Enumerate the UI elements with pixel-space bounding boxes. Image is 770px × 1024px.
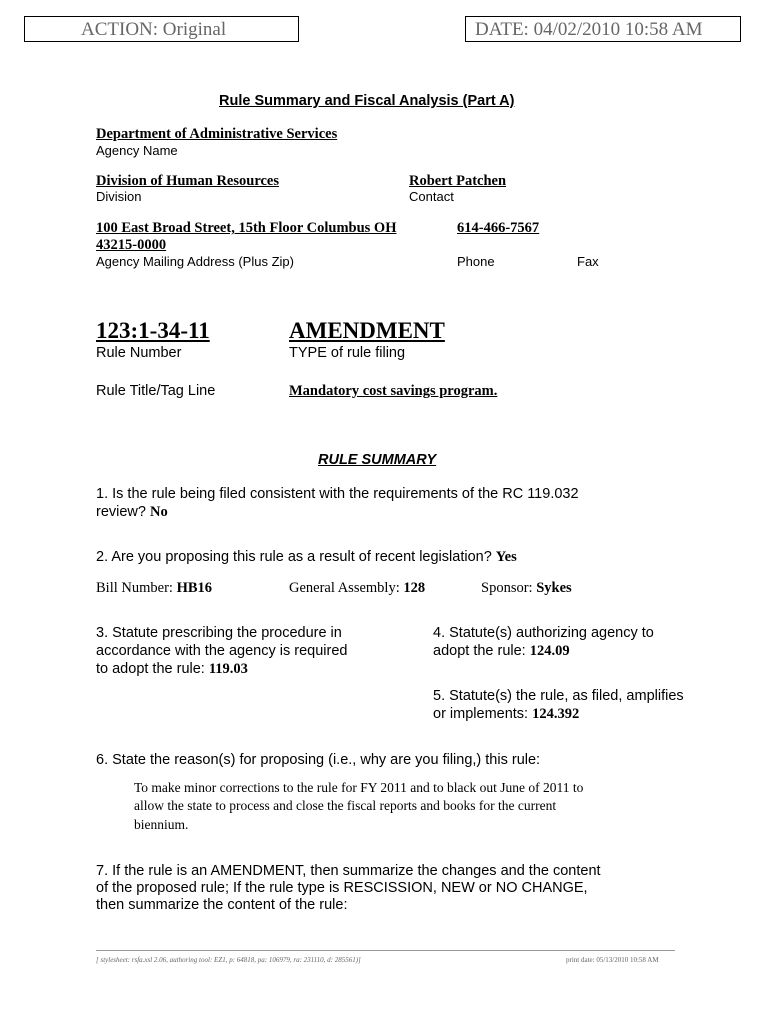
phone-value: 614-466-7567 [457,220,540,236]
rule-type-label: TYPE of rule filing [289,345,406,361]
sponsor [481,580,572,597]
fax-label: Fax [577,254,599,269]
sponsor-label: Sponsor: [481,580,533,596]
question-7-line2: of the proposed rule; If the rule type is RESCISSION, NEW or NO CHANGE, [96,880,588,896]
question-1-answer: No [150,504,168,520]
action-text: ACTION: Original [81,19,227,40]
bill-number [96,580,212,597]
general-assembly-value: 128 [403,580,426,596]
question-4-text: adopt the rule: [433,643,526,659]
question-1-text: review? [96,504,146,520]
question-4-line1: 4. Statute(s) authorizing agency to [433,625,654,641]
question-6-answer-line1: To make minor corrections to the rule for FY 2011 and to black out June of 2011 to [134,780,584,795]
page-title: Rule Summary and Fiscal Analysis (Part A) [219,93,515,109]
bill-number-value: HB16 [176,580,213,596]
address-line1: 100 East Broad Street, 15th Floor Columbus OH [96,220,397,236]
question-3-line1: 3. Statute prescribing the procedure in [96,625,342,641]
general-assembly-label: General Assembly: [289,580,400,596]
question-6-answer-line3: biennium. [134,817,189,832]
agency-name-label: Agency Name [96,143,178,158]
bill-number-label: Bill Number: [96,580,173,596]
general-assembly [289,580,425,597]
date-box [465,16,741,42]
rule-number-label: Rule Number [96,345,182,361]
question-5-line1: 5. Statute(s) the rule, as filed, amplifies [433,688,684,704]
question-5-text: or implements: [433,706,529,722]
rule-title-label: Rule Title/Tag Line [96,383,216,399]
division-value: Division of Human Resources [96,173,280,189]
question-3-line3 [96,660,248,678]
question-7-line3: then summarize the content of the rule: [96,897,348,913]
rule-summary-heading: RULE SUMMARY [318,452,437,468]
question-6: 6. State the reason(s) for proposing (i.e., why are you filing,) this rule: [96,752,541,768]
question-4-line2 [433,642,570,660]
question-5-answer: 124.392 [532,706,580,722]
division-label: Division [96,189,142,204]
address-line2: 43215-0000 [96,237,167,253]
question-2-answer: Yes [495,549,517,565]
question-1-line2 [96,503,168,521]
footer-divider [96,950,675,951]
question-3-text: to adopt the rule: [96,661,205,677]
footer-print-date: print date: 05/13/2010 10:58 AM [566,956,659,964]
rule-title-value: Mandatory cost savings program. [289,383,498,399]
footer-stylesheet-info: [ stylesheet: rsfa.xsl 2.06, authoring tool: EZ1, p: 64818, pa: 106979, ra: 231110, d: 285561)] [96,956,361,964]
question-3-answer: 119.03 [208,661,248,677]
date-text: DATE: 04/02/2010 10:58 AM [475,19,703,40]
question-3-line2: accordance with the agency is required [96,643,348,659]
question-6-answer-line2: allow the state to process and close the fiscal reports and books for the current [134,798,557,813]
sponsor-value: Sykes [536,580,572,596]
rule-number: 123:1-34-11 [96,318,210,343]
rule-type: AMENDMENT [289,318,445,343]
question-5-line2 [433,705,579,723]
question-2 [96,548,517,566]
question-4-answer: 124.09 [529,643,570,659]
question-7-line1: 7. If the rule is an AMENDMENT, then summarize the changes and the content [96,863,601,879]
address-label: Agency Mailing Address (Plus Zip) [96,254,294,269]
contact-label: Contact [409,189,454,204]
contact-value: Robert Patchen [409,173,507,189]
phone-label: Phone [457,254,495,269]
question-2-text: 2. Are you proposing this rule as a result of recent legislation? [96,549,492,565]
agency-name-value: Department of Administrative Services [96,126,338,142]
question-1-line1: 1. Is the rule being filed consistent with the requirements of the RC 119.032 [96,486,579,502]
action-box [24,16,299,42]
